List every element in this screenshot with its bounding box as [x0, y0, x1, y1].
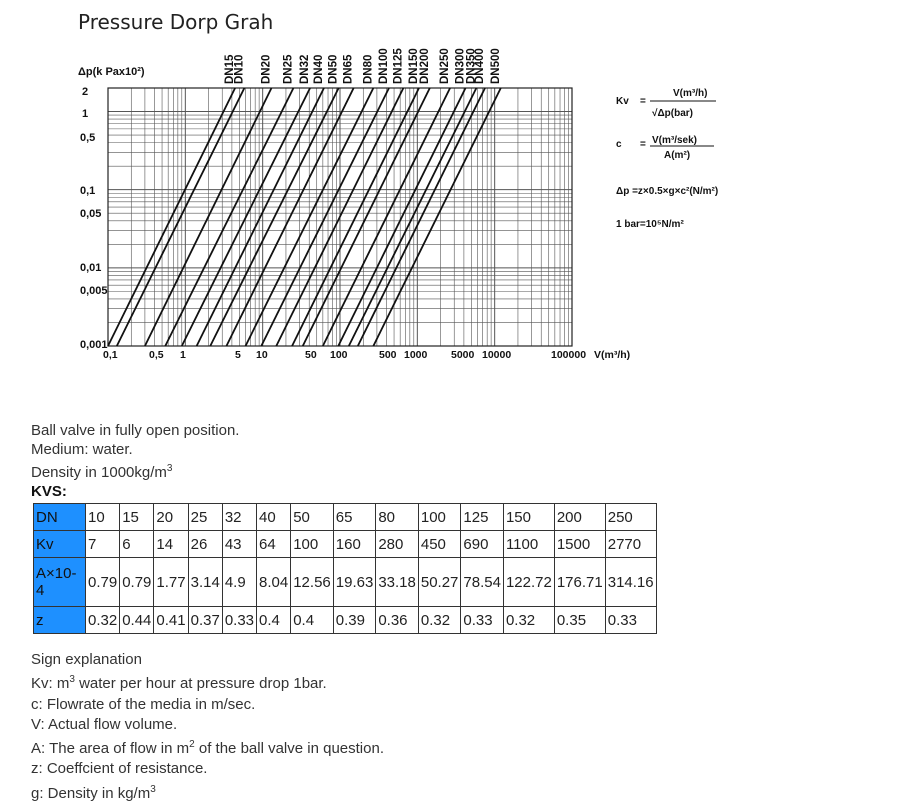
formula-c-lhs: c	[616, 139, 622, 150]
curve-dn350	[349, 88, 477, 346]
dn-label: DN100	[377, 48, 390, 84]
dn-labels	[224, 48, 502, 84]
dn-label: DN50	[327, 54, 340, 84]
dn-label: DN65	[342, 54, 355, 84]
dn-label: DN200	[418, 48, 431, 84]
table-cell: 40	[257, 504, 291, 531]
kvs-label: KVS:	[31, 483, 67, 500]
table-row-area	[34, 558, 657, 607]
table-cell: 250	[605, 504, 656, 531]
table-cell: 19.63	[333, 558, 376, 607]
table-cell: 26	[188, 531, 222, 558]
formula-c-numerator: V(m³/sek)	[652, 135, 698, 146]
table-cell: 450	[418, 531, 461, 558]
chart-curves	[108, 88, 501, 346]
table-row-dn	[34, 504, 657, 531]
table-cell: 7	[86, 531, 120, 558]
table-cell: 4.9	[222, 558, 256, 607]
sign-heading: Sign explanation	[31, 651, 142, 668]
sign-explanation	[31, 650, 384, 804]
table-cell: 0.79	[86, 558, 120, 607]
table-cell: 176.71	[554, 558, 605, 607]
row-header: DN	[34, 504, 86, 531]
table-cell: 0.35	[554, 607, 605, 634]
table-cell: 0.79	[120, 558, 154, 607]
intro-line-3: Density in $1000kg/m^3$	[31, 463, 173, 481]
dn-label: DN400	[474, 48, 487, 84]
dn-label: DN350	[465, 48, 478, 84]
table-cell: 6	[120, 531, 154, 558]
y-tick-label: 0,001	[80, 339, 108, 351]
y-tick-label: 0,01	[80, 262, 102, 274]
dn-label: DN25	[282, 54, 295, 84]
table-cell: 32	[222, 504, 256, 531]
x-tick-label: 5	[235, 349, 241, 361]
curve-dn200	[303, 88, 430, 346]
table-cell: 122.72	[503, 558, 554, 607]
x-tick-label: 1000	[404, 349, 428, 361]
table-cell: 50.27	[418, 558, 461, 607]
dn-label: DN15	[224, 54, 237, 84]
y-tick-label: 0,5	[80, 132, 96, 144]
formula-bar: 1 bar=10⁵N/m²	[616, 219, 684, 230]
formula-equals: =	[640, 139, 646, 150]
table-cell: 200	[554, 504, 605, 531]
table-cell: 65	[333, 504, 376, 531]
table-cell: 0.37	[188, 607, 222, 634]
table-cell: 78.54	[461, 558, 504, 607]
table-cell: 80	[376, 504, 419, 531]
formula-equals: =	[640, 96, 646, 107]
y-tick-label: 2	[82, 86, 89, 98]
y-tick-label: 0,05	[80, 208, 102, 220]
y-tick-label: 1	[82, 108, 89, 120]
kvs-table	[33, 503, 657, 634]
table-cell: 280	[376, 531, 419, 558]
table-cell: 0.33	[461, 607, 504, 634]
sign-v: V: Actual flow volume.	[31, 715, 178, 733]
table-cell: 314.16	[605, 558, 656, 607]
table-cell: 14	[154, 531, 188, 558]
curve-dn500	[373, 88, 500, 346]
sign-kv: Kv: $m^3$ water per hour at pressure drop 1bar.	[31, 674, 327, 693]
table-cell: 1100	[503, 531, 554, 558]
formula-kv-denominator: √Δp(bar)	[652, 108, 694, 119]
curve-dn300	[338, 88, 465, 346]
x-tick-label: 10000	[482, 349, 512, 361]
x-tick-label: 100000	[551, 349, 587, 361]
table-cell: 1500	[554, 531, 605, 558]
intro-line-2: Medium: water.	[31, 441, 133, 458]
page-title: Pressure Dorp Grah	[78, 10, 274, 34]
curve-dn20	[145, 88, 272, 346]
curve-dn10	[117, 88, 245, 346]
table-cell: 0.32	[503, 607, 554, 634]
formula-dp: Δp =z×0.5×g×c²(N/m²)	[616, 186, 719, 197]
x-tick-label: 50	[305, 349, 317, 361]
dn-label: DN80	[362, 54, 375, 84]
table-cell: 0.44	[120, 607, 154, 634]
dn-label: DN300	[454, 48, 467, 84]
x-tick-label: 5000	[451, 349, 475, 361]
row-header: z	[34, 607, 86, 634]
y-axis-label: Δp(k Pax10²)	[78, 66, 145, 78]
table-cell: 33.18	[376, 558, 419, 607]
dn-label: DN20	[260, 54, 273, 84]
table-cell: 2770	[605, 531, 656, 558]
formula-kv-numerator: V(m³/h)	[673, 88, 708, 99]
table-cell: 8.04	[257, 558, 291, 607]
table-cell: 160	[333, 531, 376, 558]
table-cell: 0.32	[86, 607, 120, 634]
table-cell: 0.41	[154, 607, 188, 634]
table-cell: 43	[222, 531, 256, 558]
table-row-z	[34, 607, 657, 634]
sign-c: c: Flowrate of the media in m/sec.	[31, 695, 256, 713]
y-tick-label: 0,005	[80, 285, 108, 297]
table-cell: 0.33	[222, 607, 256, 634]
sign-z: z: Coeffcient of resistance.	[31, 760, 208, 778]
intro-line-1: Ball valve in fully open position.	[31, 422, 240, 439]
row-header: A×10- 4	[34, 558, 86, 607]
x-tick-label: 0,1	[103, 349, 118, 361]
table-row-kv	[34, 531, 657, 558]
formula-c-denominator: A(m²)	[664, 150, 691, 161]
table-cell: 10	[86, 504, 120, 531]
table-cell: 125	[461, 504, 504, 531]
row-header: Kv	[34, 531, 86, 558]
x-axis-label: V(m³/h)	[594, 349, 631, 361]
table-cell: 50	[291, 504, 334, 531]
table-cell: 150	[503, 504, 554, 531]
table-cell: 0.32	[418, 607, 461, 634]
dn-label: DN32	[299, 54, 312, 84]
table-cell: 100	[291, 531, 334, 558]
formula-kv-lhs: Kv	[616, 96, 629, 107]
curve-dn100	[261, 88, 389, 346]
table-cell: 1.77	[154, 558, 188, 607]
x-tick-label: 1	[180, 349, 186, 361]
x-tick-label: 0,5	[149, 349, 164, 361]
sign-g: g: Density in $kg/m^3$	[31, 783, 156, 802]
table-cell: 0.36	[376, 607, 419, 634]
dn-label: DN250	[439, 48, 452, 84]
table-cell: 64	[257, 531, 291, 558]
table-cell: 3.14	[188, 558, 222, 607]
table-cell: 12.56	[291, 558, 334, 607]
dn-label: DN500	[489, 48, 502, 84]
y-tick-label: 0,1	[80, 185, 96, 197]
x-tick-label: 10	[256, 349, 268, 361]
x-tick-label: 100	[330, 349, 348, 361]
table-cell: 690	[461, 531, 504, 558]
table-cell: 20	[154, 504, 188, 531]
pressure-drop-chart	[0, 0, 907, 400]
x-tick-label: 500	[379, 349, 397, 361]
table-cell: 100	[418, 504, 461, 531]
table-cell: 15	[120, 504, 154, 531]
table-cell: 0.4	[257, 607, 291, 634]
table-cell: 0.39	[333, 607, 376, 634]
sign-a: A: The area of flow in $m^2$ of the ball valve in question.	[31, 739, 384, 758]
table-cell: 25	[188, 504, 222, 531]
dn-label: DN150	[407, 48, 420, 84]
dn-label: DN10	[233, 54, 246, 84]
table-cell: 0.4	[291, 607, 334, 634]
table-cell: 0.33	[605, 607, 656, 634]
dn-label: DN40	[312, 54, 325, 84]
dn-label: DN125	[392, 48, 405, 84]
